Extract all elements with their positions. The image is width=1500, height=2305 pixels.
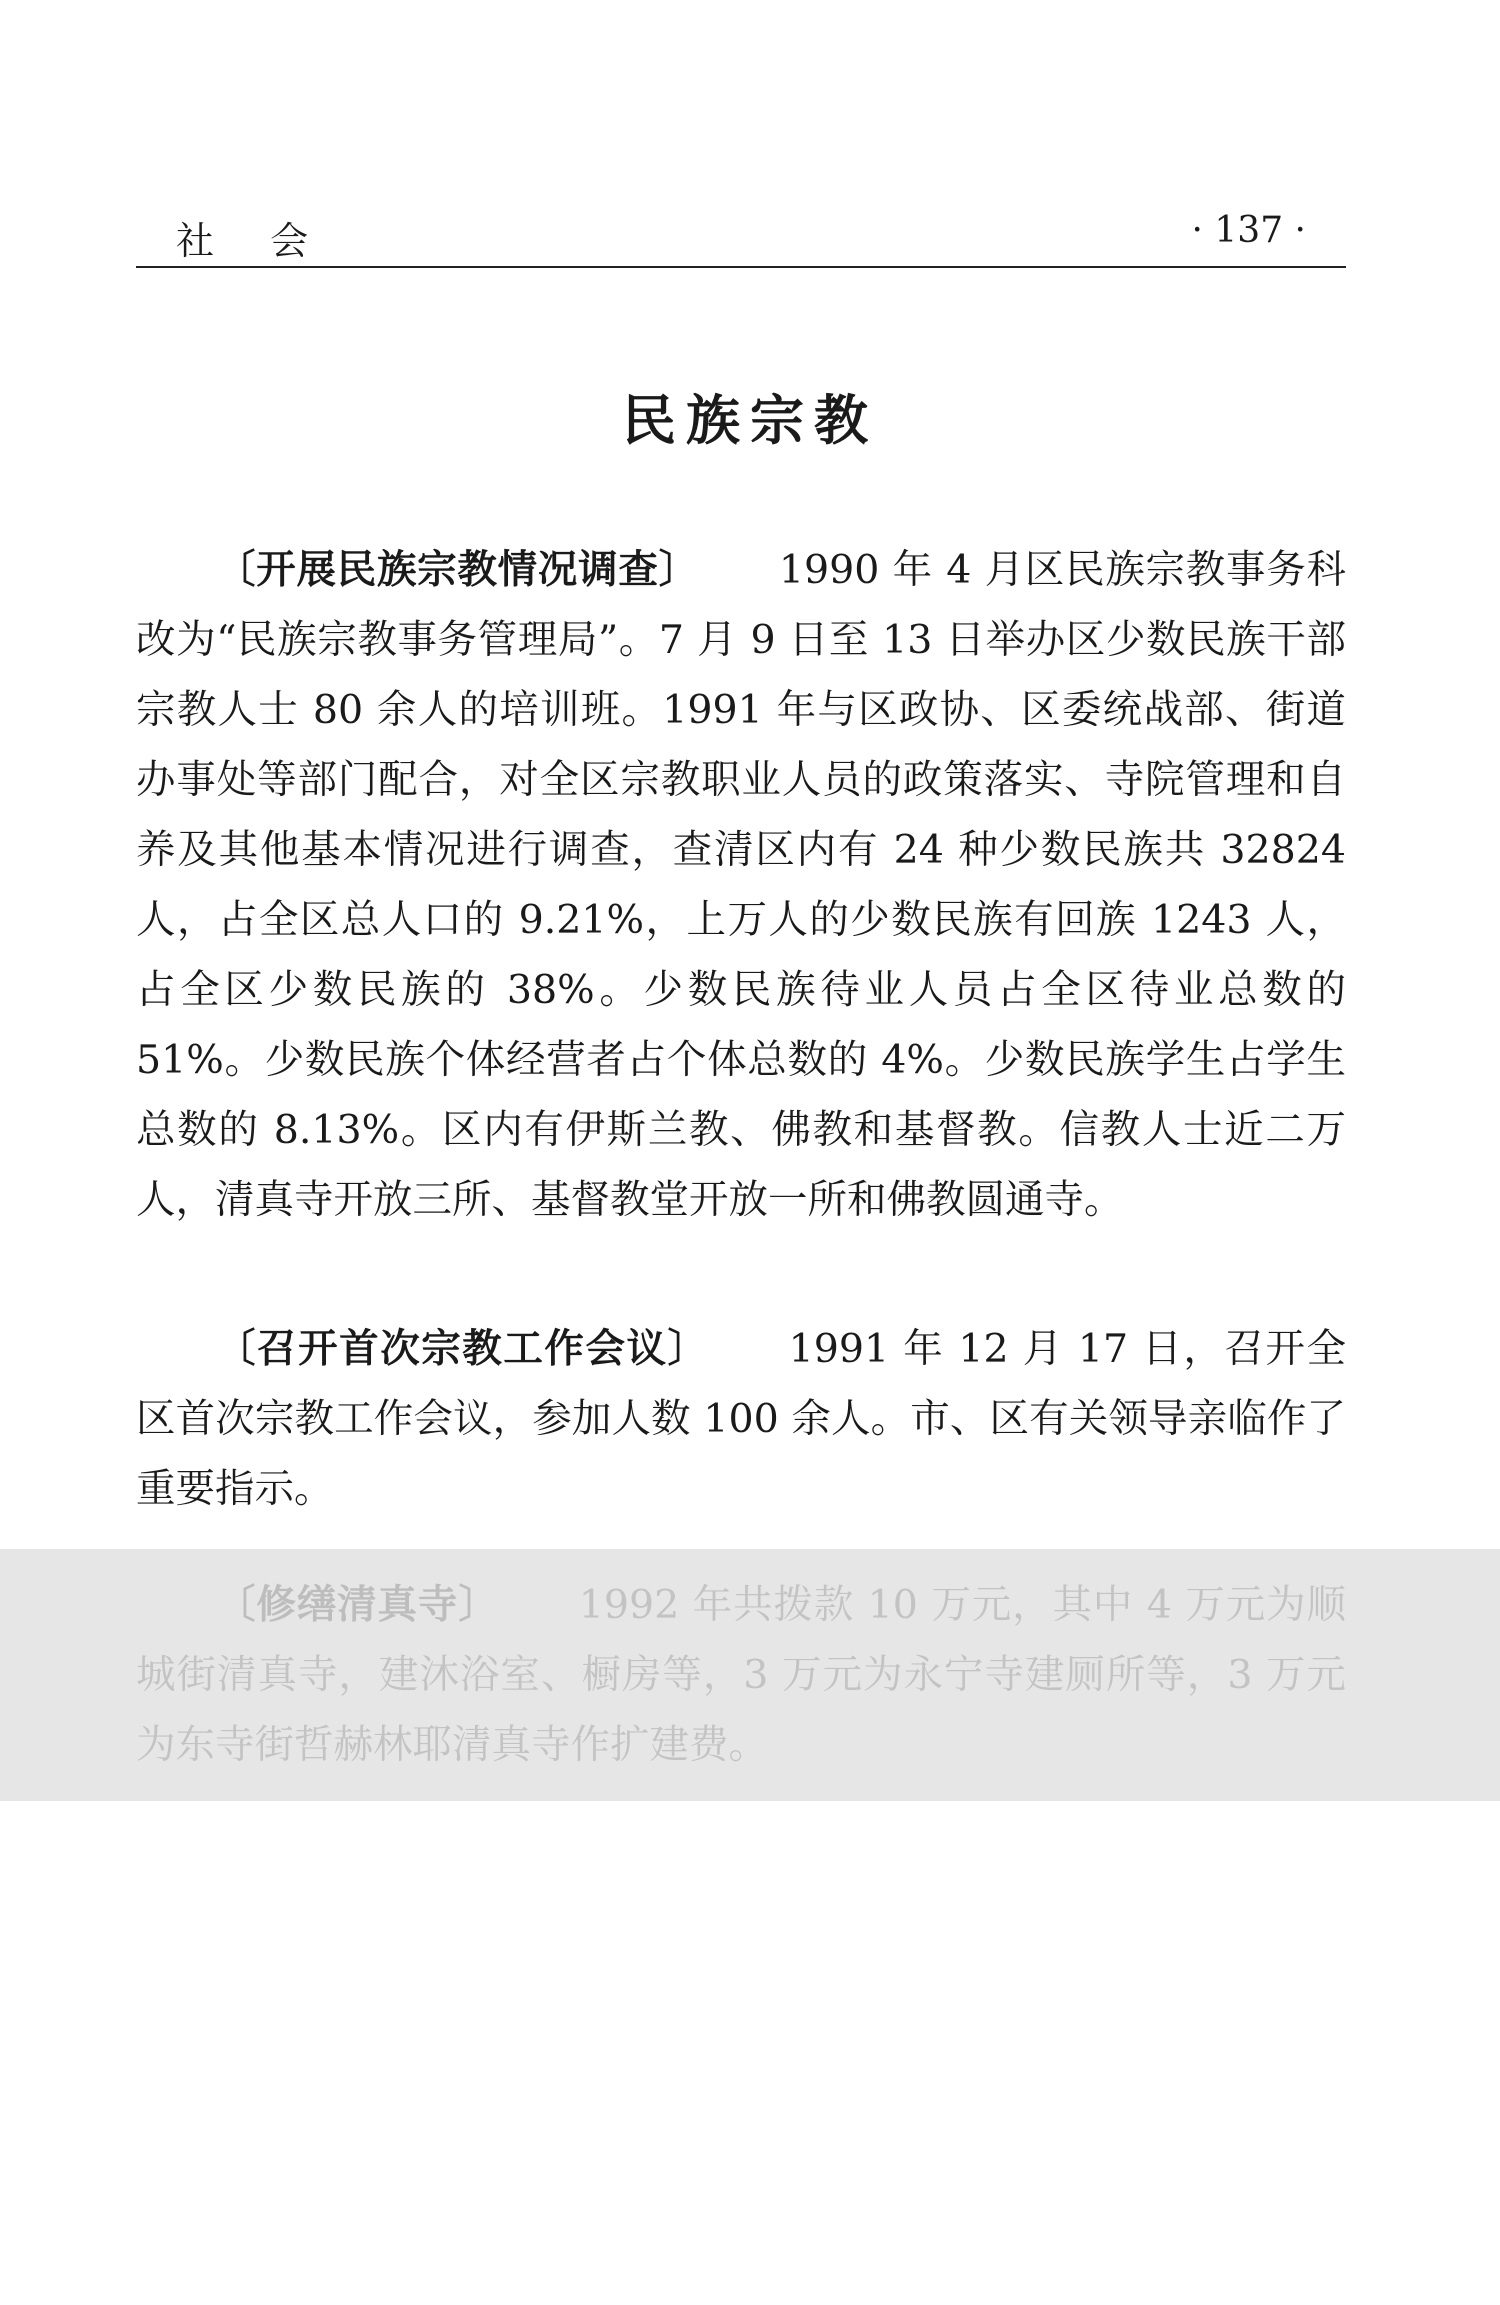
section-paragraph bbox=[136, 1570, 1346, 1780]
section-paragraph bbox=[136, 1314, 1346, 1524]
page-number: · 137 · bbox=[1191, 210, 1306, 251]
section-heading: 〔修缮清真寺〕 bbox=[216, 1582, 499, 1628]
section-paragraph bbox=[136, 535, 1346, 1235]
section-heading: 〔开展民族宗教情况调查〕 bbox=[216, 547, 699, 593]
page-title: 民族宗教 bbox=[622, 389, 878, 452]
section-body: 1991 年 12 月 17 日，召开全区首次宗教工作会议，参加人数 100 余人。市、区有关领导亲临作了重要指示。 bbox=[136, 1326, 1346, 1512]
section-body: 1992 年共拨款 10 万元，其中 4 万元为顺城街清真寺，建沐浴室、橱房等，3 万元为永宁寺建厕所等，3 万元为东寺街哲赫林耶清真寺作扩建费。 bbox=[136, 1582, 1347, 1768]
section-heading: 〔召开首次宗教工作会议〕 bbox=[216, 1326, 709, 1372]
section-body: 1990 年 4 月区民族宗教事务科改为“民族宗教事务管理局”。7 月 9 日至 13 日举办区少数民族干部宗教人士 80 余人的培训班。1991 年与区政协、区委统战部、街道办事处等部门配合，对全区宗教职业人员的政策落实、寺院管理和自养及其他基本情况进行调查，查清区内有 24 种少数民族共 32824 人，占全区总人口的 9.21%，上万人的少数民族有回族 1243 人，占全区少数民族的 38%。少数民族待业人员占全区待业总数的 51%。少数民族个体经营者占个体总数的 4%。少数民族学生占学生总数的 8.13%。区内有伊斯兰教、佛教和基督教。信教人士近二万人，清真寺开放三所、基督教堂开放一所和佛教圆通寺。 bbox=[136, 547, 1347, 1223]
section-name: 社 会 bbox=[176, 219, 331, 263]
page-header bbox=[136, 196, 1346, 268]
